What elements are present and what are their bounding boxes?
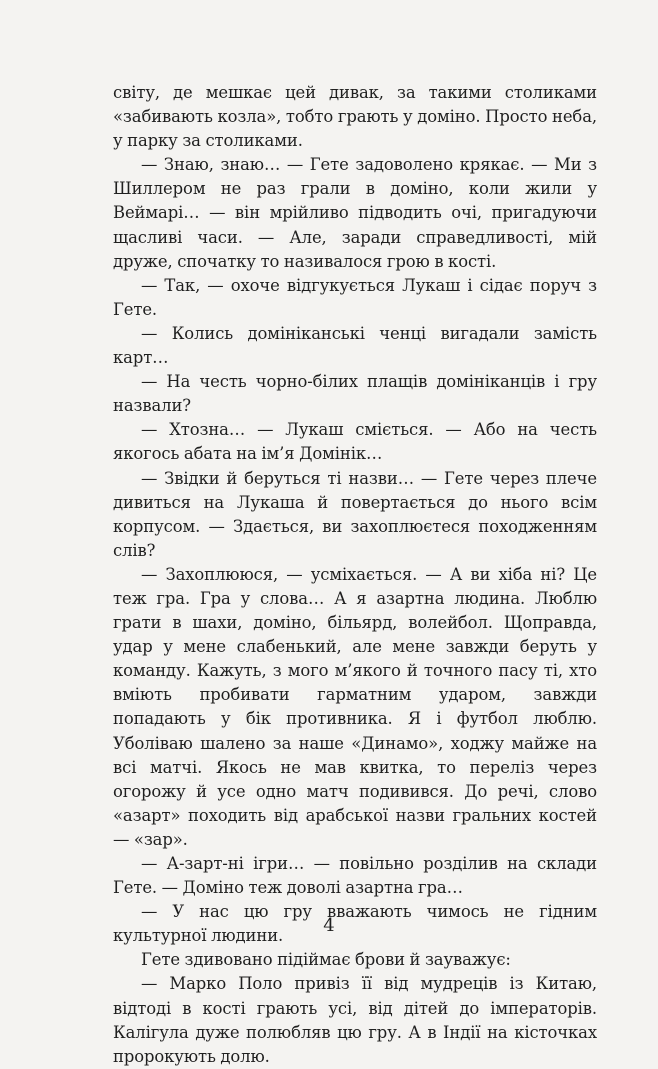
paragraph: — Знаю, знаю… — Гете задоволено крякає. — Ми з Шиллером не раз грали в доміно, коли жили у Веймарі… — він мрійливо підводить очі, пригадуючи щасливі часи. — Але, заради справедливості, мій друже, спочатку то називалося грою в кості.: [113, 155, 597, 271]
paragraph: — Захоплююся, — усміхається. — А ви хіба ні? Це теж гра. Гра у слова… А я азартна людина. Люблю грати в шахи, доміно, більярд, волейбол. Щоправда, удар у мене слабенький, але мене завжди беруть у команду. Кажуть, з мого м’якого й точного пасу ті, хто вміють пробивати гарматним ударом, завжди попадають у бік противника. Я і футбол люблю. Уболіваю шалено за наше «Динамо», ходжу майже на всі матчі. Якось не мав квитка, то переліз через огорожу й усе одно матч подивився. До речі, слово «азарт» походить від арабської назви гральних костей — «зар».: [113, 564, 597, 849]
paragraph: — Марко Поло привіз її від мудреців із Китаю, відтоді в кості грають усі, від дітей до імператорів. Калігула дуже полюбляв цю гру. А в Індії на кісточках пророкують долю.: [113, 974, 597, 1066]
paragraph: — Так, — охоче відгукується Лукаш і сідає поруч з Гете.: [113, 275, 597, 319]
paragraph: — Хтозна… — Лукаш сміється. — Або на честь якогось абата на ім’я Домінік…: [113, 420, 597, 464]
paragraph: — На честь чорно-білих плащів домініканців і гру назвали?: [113, 372, 597, 416]
page-number: 4: [323, 915, 335, 936]
paragraph: — У нас цю гру вважають чимось не гідним культурної людини.: [113, 902, 597, 946]
paragraph: світу, де мешкає цей дивак, за такими столиками «забивають козла», тобто грають у доміно. Просто неба, у парку за столиками.: [113, 83, 597, 151]
paragraph: — Звідки й беруться ті назви… — Гете через плече дивиться на Лукаша й повертається до нього всім корпусом. — Здається, ви захоплюєтеся походженням слів?: [113, 468, 597, 560]
paragraph: — Колись домініканські ченці вигадали замість карт…: [113, 323, 597, 368]
paragraph: — А-зарт-ні ігри… — повільно розділив на склади Гете. — Доміно теж доволі азартна гра…: [113, 854, 597, 898]
paragraph: Гете здивовано підіймає брови й зауважує:: [141, 950, 511, 970]
